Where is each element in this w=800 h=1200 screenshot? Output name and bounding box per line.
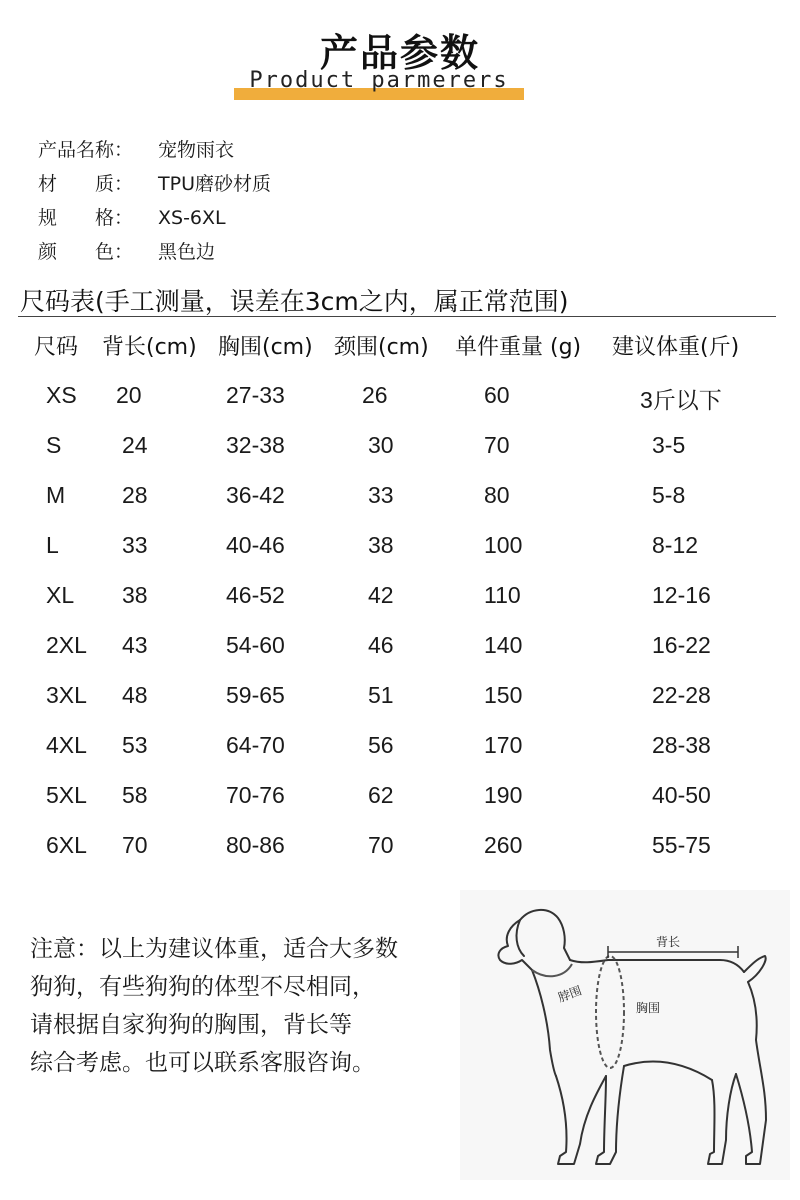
cell-chest: 32-38 xyxy=(226,432,285,458)
cell-suggested-weight: 12-16 xyxy=(652,582,711,608)
cell-back-length: 53 xyxy=(122,732,148,758)
dog-measurement-diagram xyxy=(460,890,790,1180)
cell-weight: 140 xyxy=(484,632,523,658)
cell-chest: 70-76 xyxy=(226,782,285,808)
cell-chest: 64-70 xyxy=(226,732,285,758)
cell-suggested-weight: 8-12 xyxy=(652,532,699,558)
cell-neck: 51 xyxy=(368,682,394,708)
note-line: 请根据自家狗狗的胸围，背长等 xyxy=(30,1012,352,1038)
size-table-heading: 尺码表(手工测量，误差在3cm之内，属正常范围) xyxy=(20,287,569,316)
cell-chest: 40-46 xyxy=(226,532,285,558)
info-row-color xyxy=(38,235,271,269)
column-header-neck: 颈围(cm) xyxy=(334,335,429,360)
cell-back-length: 28 xyxy=(122,482,148,508)
info-value: 宠物雨衣 xyxy=(158,139,235,161)
cell-neck: 42 xyxy=(368,582,394,608)
cell-size: M xyxy=(46,482,66,508)
cell-neck: 56 xyxy=(368,732,394,758)
info-value: TPU磨砂材质 xyxy=(158,173,271,195)
cell-neck: 30 xyxy=(368,432,394,458)
cell-neck: 26 xyxy=(362,382,388,408)
cell-chest: 36-42 xyxy=(226,482,285,508)
cell-suggested-weight: 55-75 xyxy=(652,832,711,858)
dog-outline-icon xyxy=(460,890,790,1180)
cell-size: S xyxy=(46,432,62,458)
cell-neck: 33 xyxy=(368,482,394,508)
column-header-suggested-weight: 建议体重(斤) xyxy=(612,335,740,360)
cell-chest: 59-65 xyxy=(226,682,285,708)
cell-chest: 46-52 xyxy=(226,582,285,608)
column-header-size: 尺码 xyxy=(34,335,79,360)
cell-neck: 62 xyxy=(368,782,394,808)
product-info-list xyxy=(38,133,271,269)
cell-suggested-weight: 40-50 xyxy=(652,782,711,808)
info-label: 材 质： xyxy=(38,173,134,195)
cell-suggested-weight: 22-28 xyxy=(652,682,711,708)
column-header-chest: 胸围(cm) xyxy=(218,335,313,360)
page-subtitle: Product parmerers xyxy=(249,68,509,93)
cell-back-length: 70 xyxy=(122,832,148,858)
cell-suggested-weight: 3-5 xyxy=(652,432,686,458)
cell-size: 2XL xyxy=(46,632,87,658)
cell-size: L xyxy=(46,532,59,558)
note-line: 狗狗，有些狗狗的体型不尽相同， xyxy=(30,974,375,1000)
cell-size: 3XL xyxy=(46,682,87,708)
cell-back-length: 43 xyxy=(122,632,148,658)
cell-size: 6XL xyxy=(46,832,87,858)
cell-neck: 70 xyxy=(368,832,394,858)
cell-chest: 27-33 xyxy=(226,382,285,408)
cell-back-length: 38 xyxy=(122,582,148,608)
cell-suggested-weight: 5-8 xyxy=(652,482,686,508)
info-row-name xyxy=(38,133,271,167)
cell-neck: 46 xyxy=(368,632,394,658)
cell-weight: 70 xyxy=(484,432,510,458)
cell-neck: 38 xyxy=(368,532,394,558)
cell-weight: 150 xyxy=(484,682,523,708)
column-header-back-length: 背长(cm) xyxy=(102,335,197,360)
cell-size: 4XL xyxy=(46,732,87,758)
info-label: 颜 色： xyxy=(38,241,134,263)
cell-back-length: 33 xyxy=(122,532,148,558)
info-value: 黑色边 xyxy=(158,241,216,263)
diagram-label-back: 背长 xyxy=(656,935,681,949)
cell-size: XS xyxy=(46,382,77,408)
cell-weight: 260 xyxy=(484,832,523,858)
cell-back-length: 20 xyxy=(116,382,142,408)
diagram-label-neck: 脖围 xyxy=(556,983,584,1005)
cell-back-length: 48 xyxy=(122,682,148,708)
divider xyxy=(18,316,776,317)
cell-chest: 80-86 xyxy=(226,832,285,858)
cell-back-length: 58 xyxy=(122,782,148,808)
info-label: 产品名称： xyxy=(38,139,134,161)
note-text xyxy=(30,930,470,1082)
cell-weight: 100 xyxy=(484,532,523,558)
cell-weight: 170 xyxy=(484,732,523,758)
cell-weight: 190 xyxy=(484,782,523,808)
cell-weight: 110 xyxy=(484,582,521,608)
column-header-weight: 单件重量 (g) xyxy=(455,335,582,360)
note-line: 注意：以上为建议体重，适合大多数 xyxy=(30,936,398,962)
diagram-label-chest: 胸围 xyxy=(636,1001,661,1015)
info-row-spec xyxy=(38,201,271,235)
info-row-material xyxy=(38,167,271,201)
cell-size: XL xyxy=(46,582,75,608)
cell-suggested-weight: 3斤以下 xyxy=(640,387,722,413)
cell-chest: 54-60 xyxy=(226,632,285,658)
cell-back-length: 24 xyxy=(122,432,148,458)
cell-weight: 80 xyxy=(484,482,510,508)
info-label: 规 格： xyxy=(38,207,134,229)
info-value: XS-6XL xyxy=(158,207,226,229)
cell-suggested-weight: 16-22 xyxy=(652,632,711,658)
note-line: 综合考虑。也可以联系客服咨询。 xyxy=(30,1050,375,1076)
cell-weight: 60 xyxy=(484,382,510,408)
page-title: 产品参数 xyxy=(319,30,480,75)
cell-suggested-weight: 28-38 xyxy=(652,732,711,758)
cell-size: 5XL xyxy=(46,782,87,808)
